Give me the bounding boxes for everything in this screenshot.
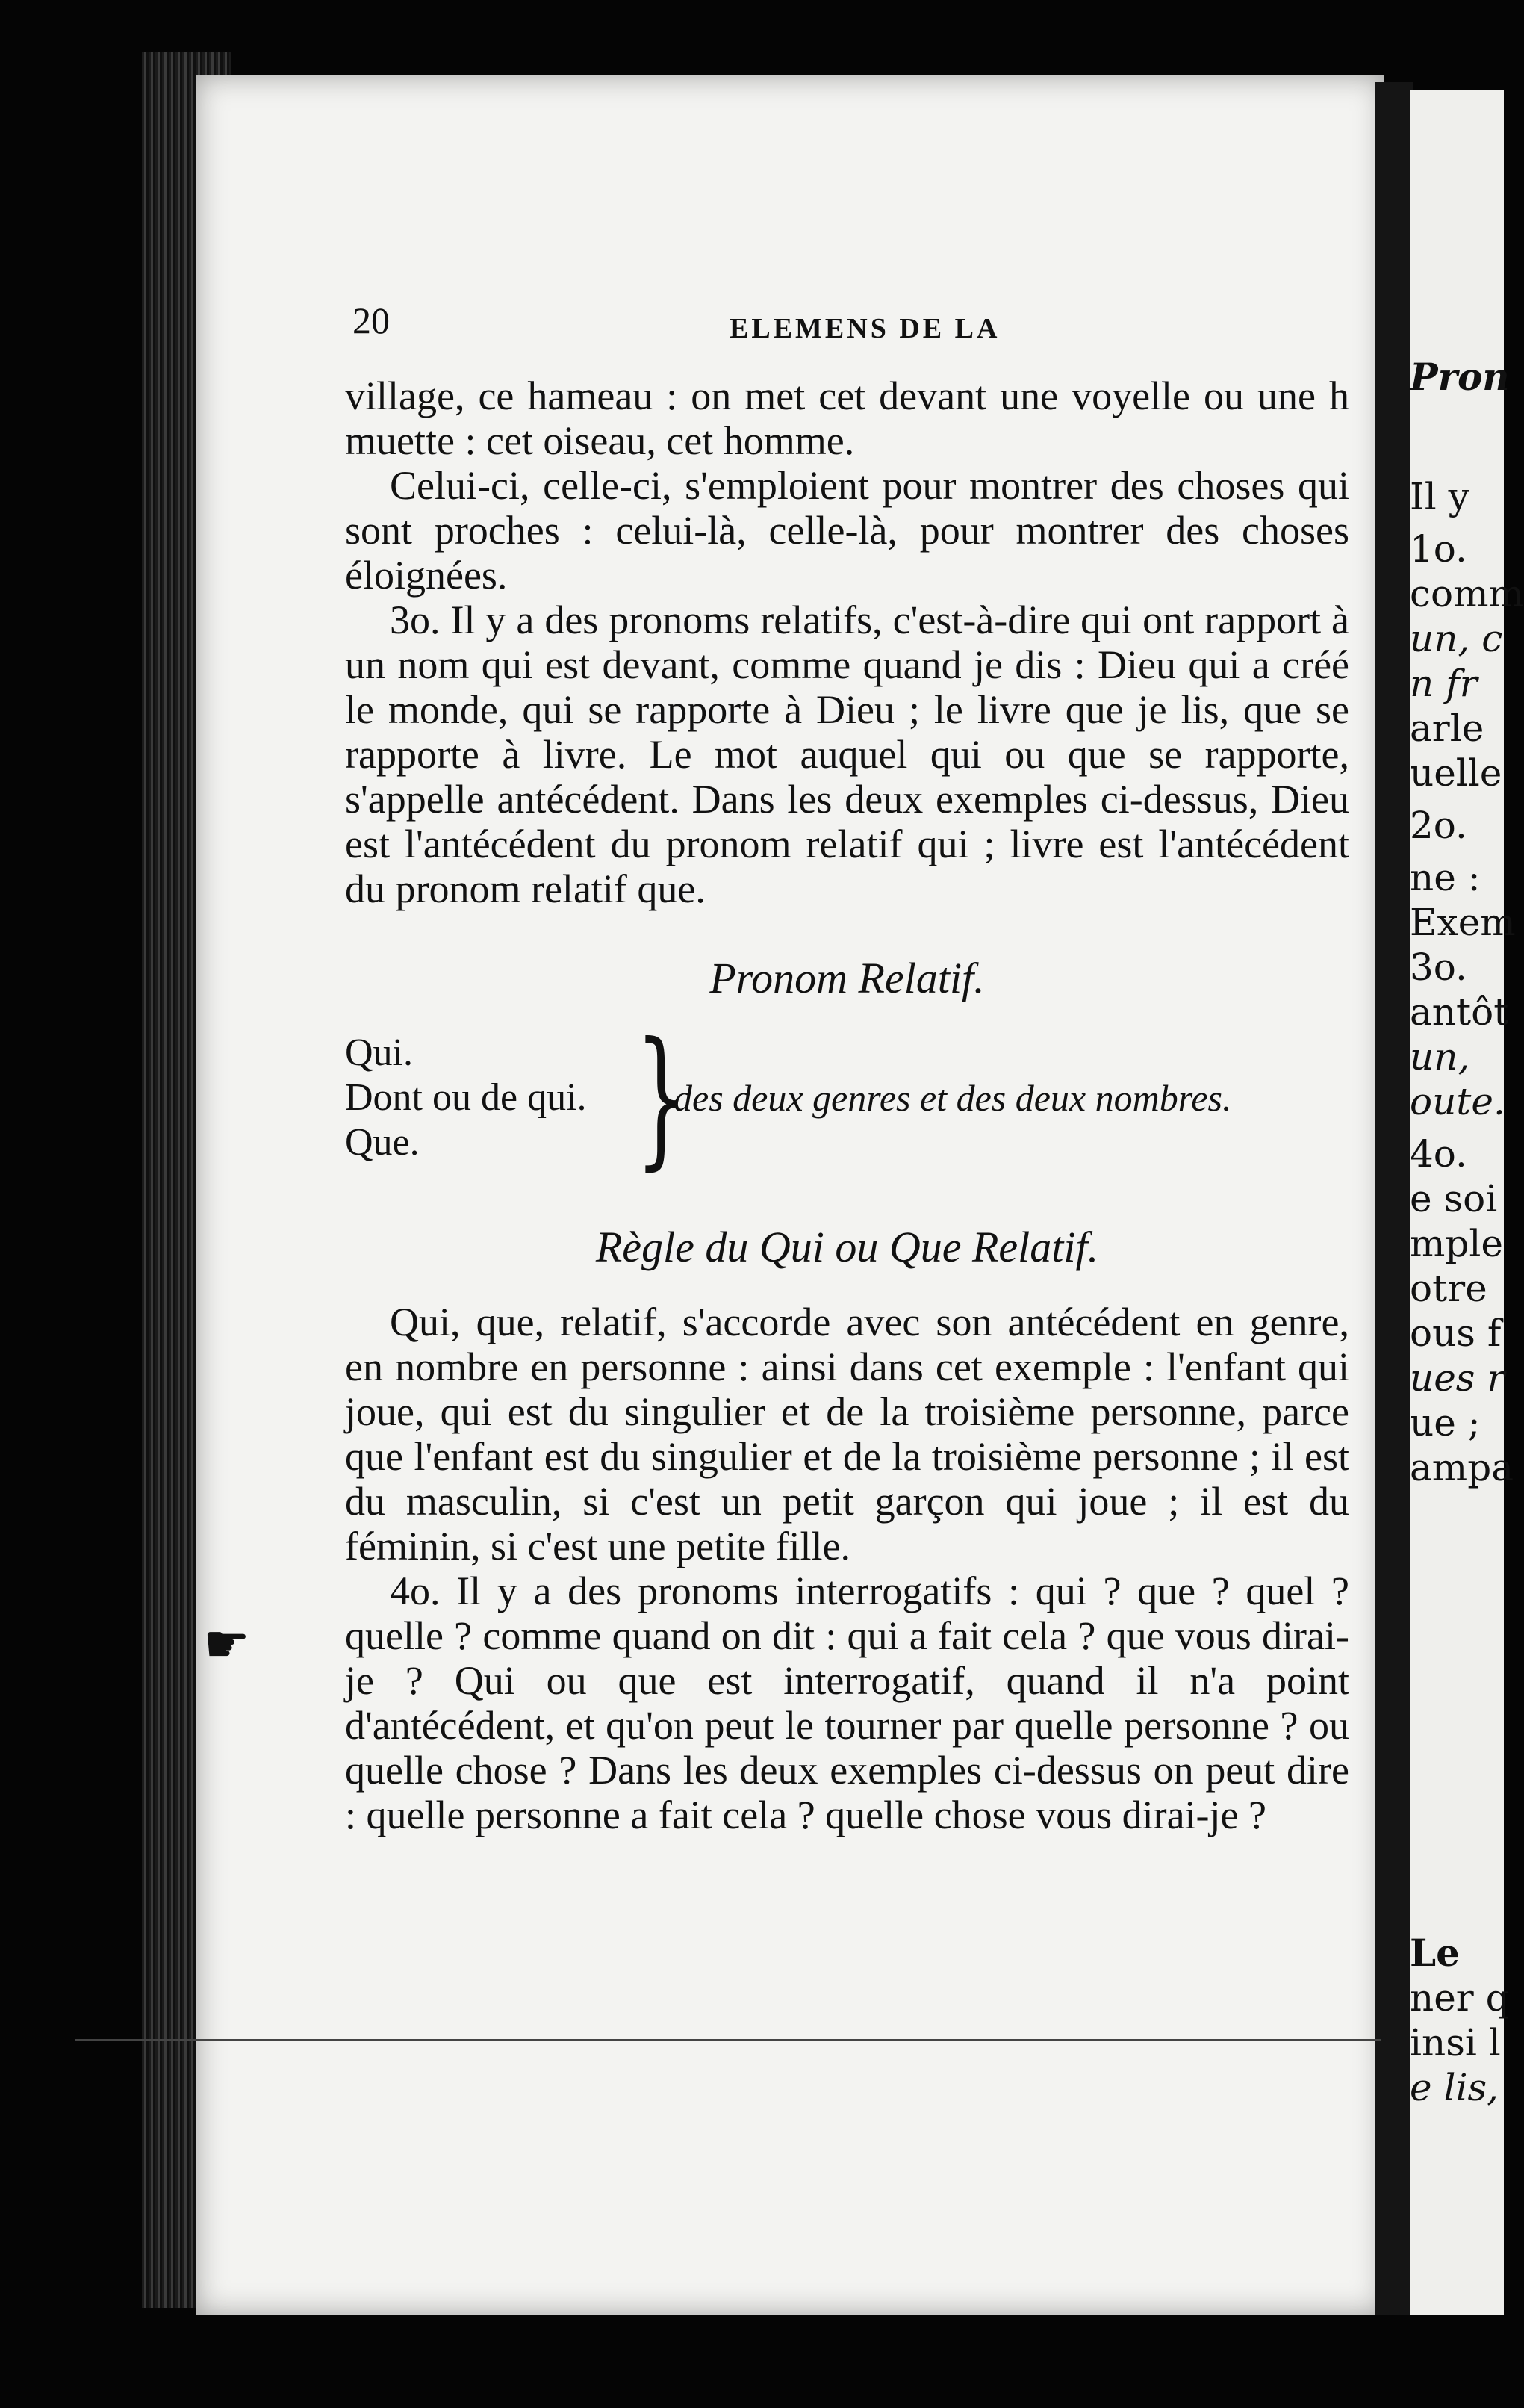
page-text <box>345 373 1349 1837</box>
paragraph: Qui, que, relatif, s'accorde avec son antécédent en genre, en nombre en personne : ainsi dans cet exemple : l'enfant qui joue, qui est du singulier et de la troisième personne, parce que l'enfant est du singulier et de la troisième personne ; il est du masculin, si c'est un petit garçon qui joue ; il est du féminin, si c'est une petite fille. <box>345 1300 1349 1568</box>
relative-pronoun-description: des deux genres et des deux nombres. <box>674 1077 1232 1119</box>
relative-pronoun-table <box>345 1011 1349 1185</box>
brace-icon: } <box>635 1011 688 1185</box>
adjacent-page-text: otre <box>1410 1267 1487 1310</box>
list-item: Dont ou de qui. <box>345 1076 587 1119</box>
adjacent-page-text: uelle <box>1410 751 1502 795</box>
adjacent-page-text: 3o. <box>1410 946 1467 989</box>
adjacent-page-text: un, c <box>1410 617 1503 660</box>
adjacent-page-text: n fr <box>1410 662 1478 705</box>
adjacent-page-text: ampa <box>1410 1446 1514 1489</box>
adjacent-page-text: 4o. <box>1410 1132 1467 1176</box>
section-heading: Pronom Relatif. <box>709 954 985 1002</box>
adjacent-page-text: ues r <box>1410 1356 1505 1400</box>
adjacent-page-text: antôt <box>1410 990 1509 1034</box>
page-number: 20 <box>352 300 390 341</box>
paragraph: village, ce hameau : on met cet devant une voyelle ou une h muette : cet oiseau, cet homme. <box>345 373 1349 463</box>
running-title: ELEMENS DE LA <box>730 313 1001 344</box>
adjacent-page-text: oute. <box>1410 1080 1505 1123</box>
adjacent-page-text: ous f <box>1410 1312 1502 1355</box>
hand-icon: ☛ <box>203 1613 250 1675</box>
adjacent-page-text: e lis, <box>1410 2066 1499 2109</box>
adjacent-page-text: ne : <box>1410 856 1481 899</box>
adjacent-page-text: ue ; <box>1410 1401 1481 1445</box>
paragraph: 3o. Il y a des pronoms relatifs, c'est-à-dire qui ont rapport à un nom qui est devant, comme quand je dis : Dieu qui a créé le monde, qui se rapporte à Dieu ; le livre que je lis, que se rapporte à livre. Le mot auquel qui ou que se rapporte, s'appelle antécédent. Dans les deux exemples ci-dessus, Dieu est l'antécédent du pronom relatif qui ; livre est l'antécédent du pronom relatif que. <box>345 598 1349 911</box>
book-page <box>196 75 1384 2315</box>
adjacent-page-text: e soi <box>1410 1177 1498 1220</box>
adjacent-page <box>1410 90 1524 2315</box>
crop-line <box>75 2039 1381 2041</box>
adjacent-page-text: Exem <box>1410 901 1516 944</box>
adjacent-page-text: Le <box>1410 1931 1460 1975</box>
paragraph: Celui-ci, celle-ci, s'emploient pour montrer des choses qui sont proches : celui-là, celle-là, pour montrer des choses éloignées. <box>345 463 1349 598</box>
adjacent-page-text: insi l <box>1410 2021 1501 2064</box>
adjacent-page-text: comm <box>1410 572 1524 615</box>
adjacent-page-text: 2o. <box>1410 804 1467 847</box>
list-item: Qui. <box>345 1031 413 1074</box>
page-gutter <box>1375 82 1413 2315</box>
section-heading: Règle du Qui ou Que Relatif. <box>595 1223 1099 1271</box>
adjacent-page-text: arle <box>1410 707 1484 750</box>
running-head <box>196 299 1384 359</box>
adjacent-page-text: ner q <box>1410 1976 1510 2020</box>
adjacent-page-text: Il y <box>1410 475 1469 518</box>
adjacent-page-text: 1o. <box>1410 527 1467 571</box>
list-item: Que. <box>345 1121 420 1164</box>
paragraph: 4o. Il y a des pronoms interrogatifs : qui ? que ? quel ? quelle ? comme quand on dit : qui a fait cela ? que vous dirai-je ? Qui ou que est interrogatif, quand il n'a point d'antécédent, et qu'on peut le tourner par quelle personne ? ou quelle chose ? Dans les deux exemples ci-dessus on peut dire : quelle personne a fait cela ? quelle chose vous dirai-je ? <box>345 1568 1349 1837</box>
relative-pronoun-list <box>345 1031 587 1165</box>
adjacent-page-text: un, <box>1410 1035 1470 1079</box>
adjacent-page-text: Pron <box>1410 355 1510 399</box>
adjacent-page-text: mple <box>1410 1222 1503 1265</box>
